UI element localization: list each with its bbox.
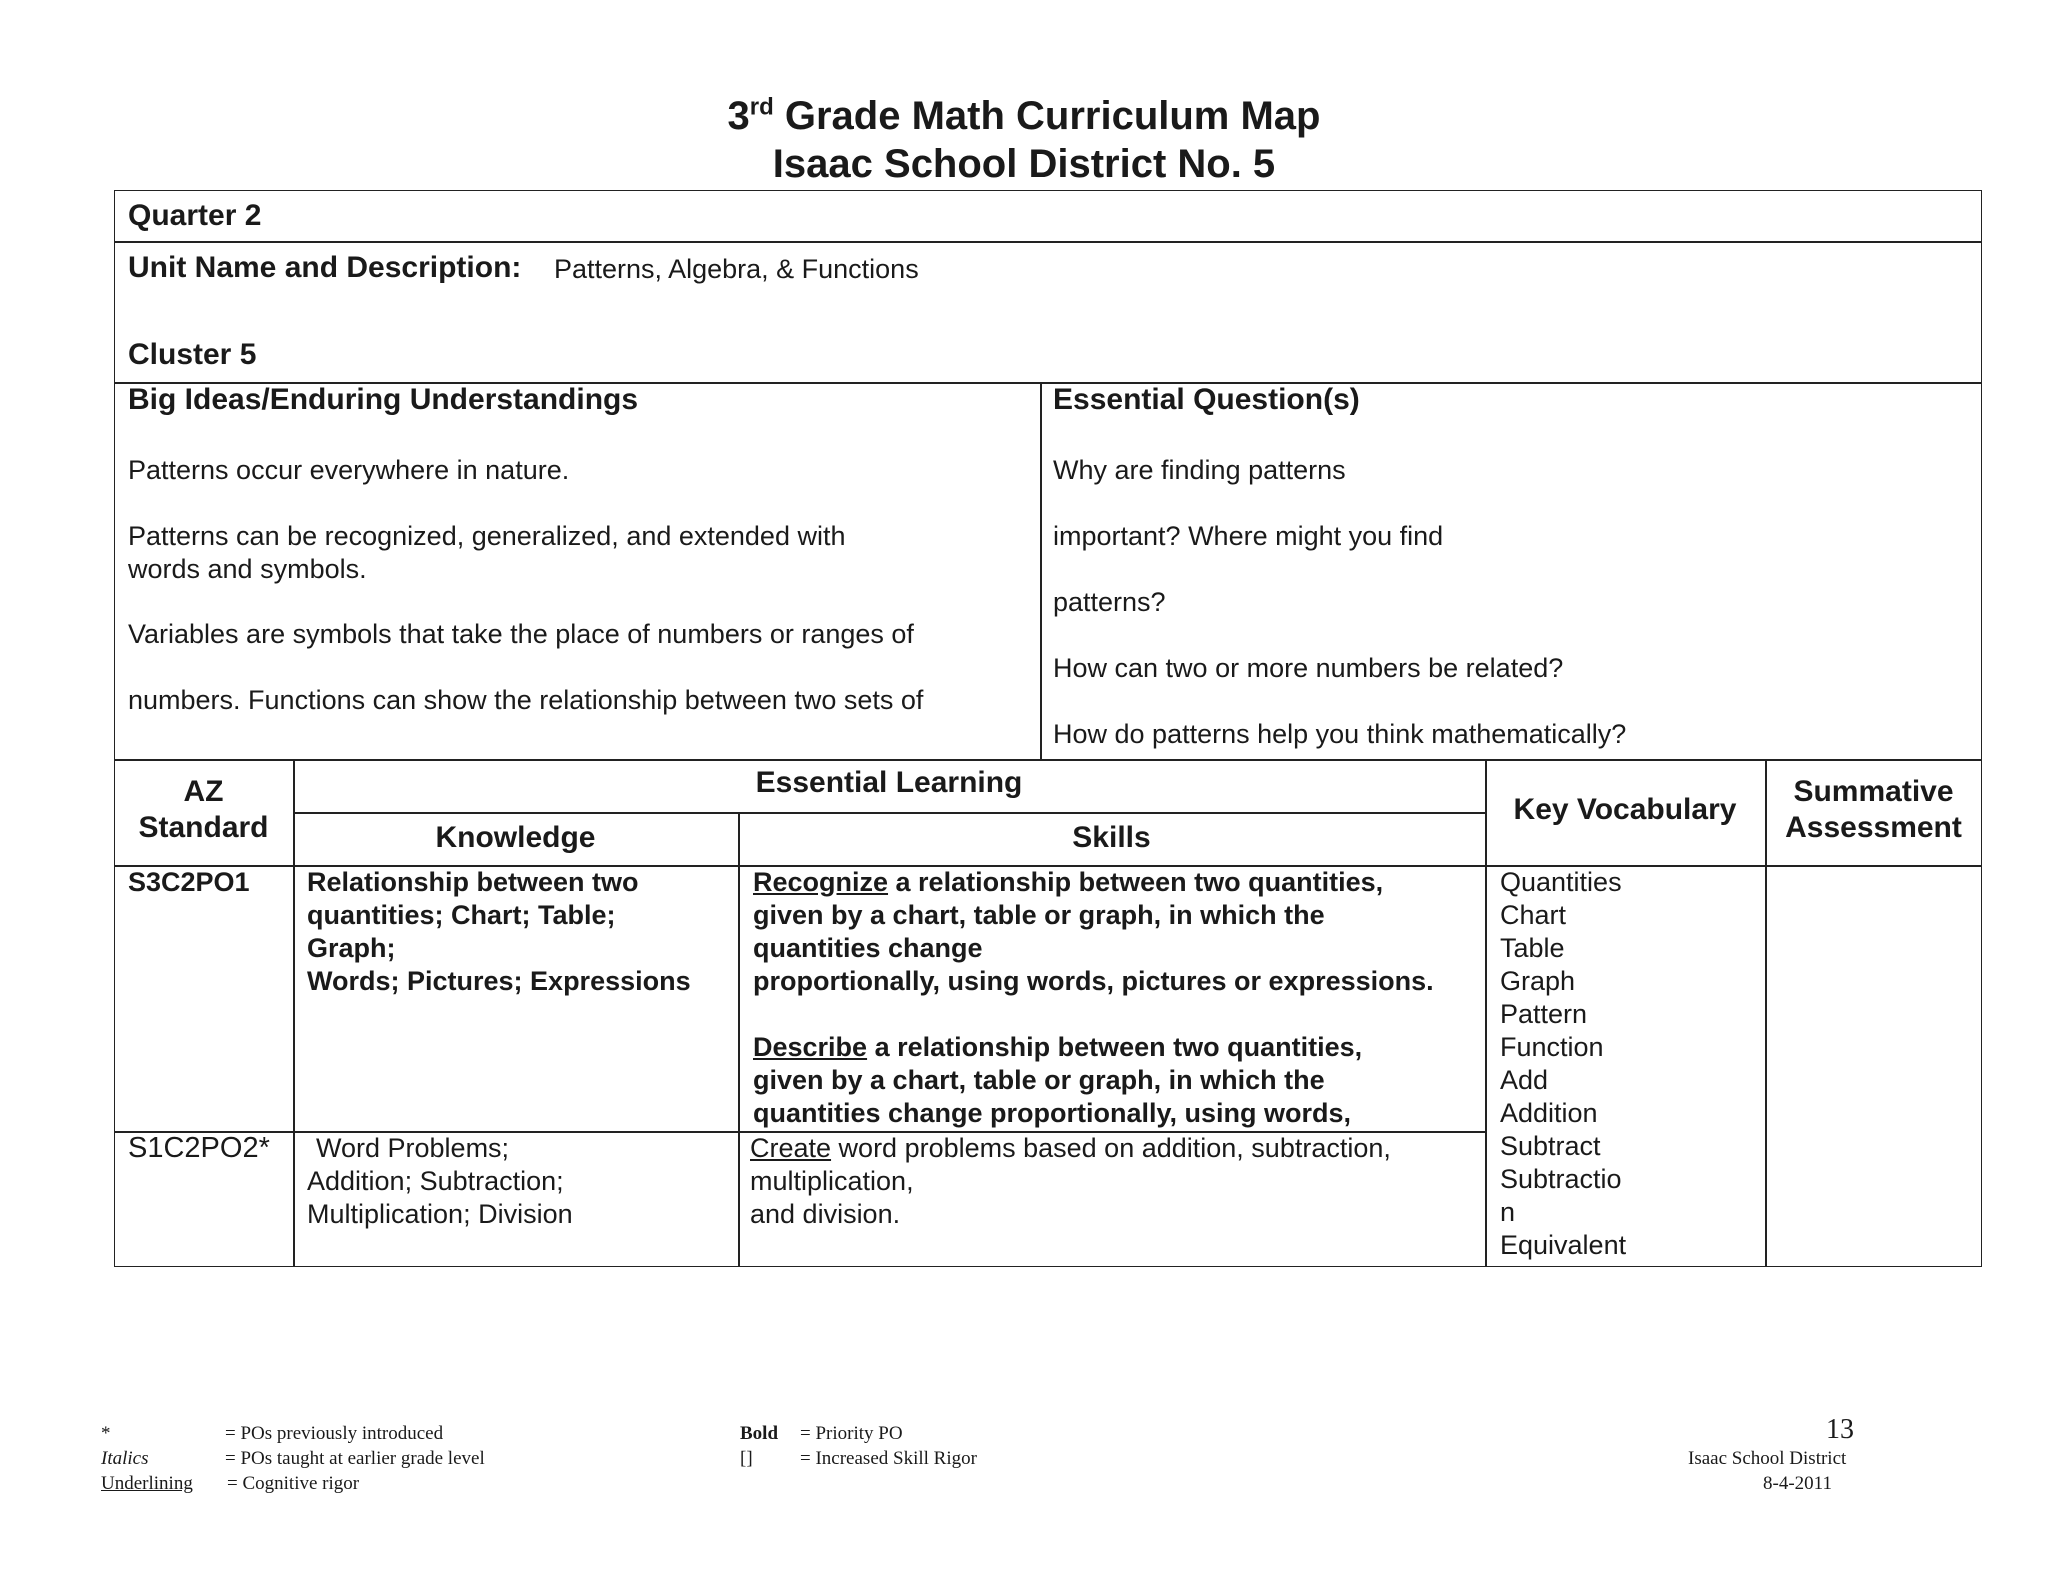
- row1-skill-line: quantities change: [753, 933, 983, 963]
- legend-desc: = POs previously introduced: [225, 1423, 444, 1444]
- unit-value: Patterns, Algebra, & Functions: [554, 254, 919, 284]
- header-az-standard: [114, 774, 293, 846]
- row2-knowledge-line: Multiplication; Division: [307, 1199, 573, 1229]
- divider-quarter: [114, 241, 1982, 243]
- legend-desc: = POs taught at earlier grade level: [225, 1448, 485, 1469]
- legend-key-italics: Italics: [101, 1448, 149, 1469]
- essential-question-line: How can two or more numbers be related?: [1053, 653, 1564, 683]
- title-rest: Grade Math Curriculum Map: [773, 94, 1321, 138]
- vocab-item: n: [1500, 1197, 1516, 1227]
- title-grade-number: 3: [727, 94, 750, 138]
- col-divider-3: [1485, 759, 1487, 1267]
- header-skills: Skills: [1072, 821, 1151, 854]
- skill-text: a relationship between two quantities,: [867, 1032, 1363, 1062]
- page-title: [0, 92, 2048, 140]
- row2-knowledge-line: Word Problems;: [316, 1133, 510, 1163]
- header-standard: Standard: [138, 811, 269, 844]
- vocab-item: Addition: [1500, 1098, 1598, 1128]
- vocab-item: Subtractio: [1500, 1164, 1622, 1194]
- row1-knowledge-line: Relationship between two: [307, 867, 639, 897]
- col-divider-2: [738, 812, 740, 1267]
- row1-knowledge-line: quantities; Chart; Table;: [307, 900, 616, 930]
- header-assessment: Assessment: [1785, 811, 1962, 844]
- legend-desc: = Increased Skill Rigor: [800, 1448, 977, 1469]
- row1-skill-recognize: [753, 866, 1383, 899]
- legend-key-brackets: []: [740, 1448, 753, 1469]
- skill-text: a relationship between two quantities,: [888, 867, 1384, 897]
- row2-skill-line: and division.: [750, 1199, 901, 1229]
- row1-skill-describe: [753, 1031, 1362, 1064]
- header-summative-assessment: [1765, 774, 1982, 846]
- legend-desc: = Cognitive rigor: [227, 1473, 360, 1494]
- vocab-item: Equivalent: [1500, 1230, 1627, 1260]
- big-idea-line: Patterns occur everywhere in nature.: [128, 455, 570, 485]
- row1-skill-line: given by a chart, table or graph, in which the: [753, 900, 1325, 930]
- unit-label: Unit Name and Description:: [128, 251, 522, 284]
- quarter-label: Quarter 2: [128, 199, 262, 232]
- divider-big-ideas: [1040, 382, 1042, 760]
- legend-key-underlining: Underlining: [101, 1473, 193, 1494]
- row2-standard: S1C2PO2*: [128, 1132, 270, 1164]
- skill-verb-describe: Describe: [753, 1032, 868, 1062]
- vocab-item: Add: [1500, 1065, 1549, 1095]
- big-idea-line: Variables are symbols that take the place of numbers or ranges of: [128, 619, 914, 649]
- legend-desc: = Priority PO: [800, 1423, 903, 1444]
- essential-question-line: important? Where might you find: [1053, 521, 1444, 551]
- divider-table-header: [114, 759, 1982, 761]
- row2-skill-line: multiplication,: [750, 1166, 914, 1196]
- legend-key-asterisk: *: [101, 1423, 111, 1444]
- title-grade-suffix: rd: [749, 93, 774, 121]
- skill-verb-create: Create: [750, 1133, 832, 1163]
- row1-standard: S3C2PO1: [128, 867, 250, 897]
- row1-knowledge-line: Words; Pictures; Expressions: [307, 966, 691, 996]
- row1-skill-line: given by a chart, table or graph, in which the: [753, 1065, 1325, 1095]
- footer-district: Isaac School District: [1688, 1448, 1847, 1469]
- header-key-vocabulary: Key Vocabulary: [1513, 793, 1737, 826]
- header-summative: Summative: [1793, 775, 1954, 808]
- row1-knowledge-line: Graph;: [307, 933, 396, 963]
- header-az: AZ: [183, 775, 224, 808]
- header-knowledge: Knowledge: [435, 821, 596, 854]
- page-subtitle: Isaac School District No. 5: [772, 142, 1276, 186]
- page-number: 13: [1826, 1414, 1854, 1445]
- big-idea-line: Patterns can be recognized, generalized, and extended with: [128, 521, 846, 551]
- vocab-item: Function: [1500, 1032, 1604, 1062]
- divider-essential-learning: [293, 812, 1485, 814]
- row2-knowledge-line: Addition; Subtraction;: [307, 1166, 564, 1196]
- vocab-item: Table: [1500, 933, 1565, 963]
- skill-text: word problems based on addition, subtraction,: [831, 1133, 1391, 1163]
- vocab-item: Pattern: [1500, 999, 1588, 1029]
- essential-question-line: patterns?: [1053, 587, 1166, 617]
- essential-question-line: How do patterns help you think mathematically?: [1053, 719, 1627, 749]
- cluster-label: Cluster 5: [128, 338, 257, 371]
- footer-date: 8-4-2011: [1763, 1473, 1832, 1494]
- big-ideas-heading: Big Ideas/Enduring Understandings: [128, 383, 639, 416]
- vocab-item: Quantities: [1500, 867, 1622, 897]
- vocab-item: Subtract: [1500, 1131, 1601, 1161]
- essential-questions-heading: Essential Question(s): [1053, 383, 1360, 416]
- vocab-item: Graph: [1500, 966, 1576, 996]
- header-essential-learning: Essential Learning: [755, 766, 1023, 799]
- legend-key-bold: Bold: [740, 1423, 779, 1444]
- key-vocabulary-list: [1500, 866, 1626, 1262]
- big-idea-line: numbers. Functions can show the relationship between two sets of: [128, 685, 924, 715]
- row1-skill-line: quantities change proportionally, using words,: [753, 1098, 1352, 1128]
- essential-question-line: Why are finding patterns: [1053, 455, 1346, 485]
- row2-skill-create: [750, 1132, 1391, 1165]
- row1-skill-line: proportionally, using words, pictures or expressions.: [753, 966, 1434, 996]
- skill-verb-recognize: Recognize: [753, 867, 889, 897]
- big-idea-line: words and symbols.: [128, 554, 367, 584]
- vocab-item: Chart: [1500, 900, 1567, 930]
